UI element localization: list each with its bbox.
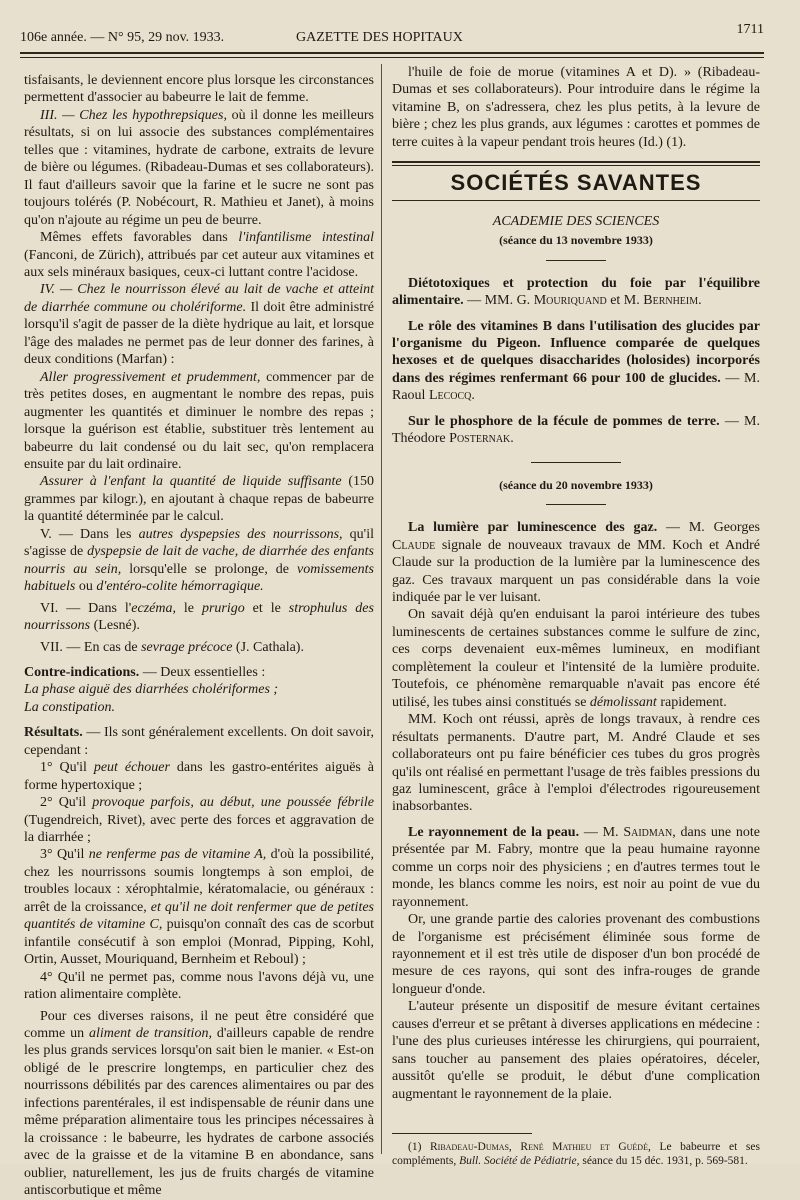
author: Claude	[392, 537, 436, 553]
emphasis: La constipation.	[24, 699, 116, 715]
text: Il doit être administré lorsqu'il s'agit de passer de la diète hydrique au lait, et lorsque l'âge des malades ne permet pas de leur donner des farines, à deux conditions (Marfan) :	[24, 299, 374, 368]
emphasis: vomissements habituels	[24, 561, 374, 595]
contre-indication-1	[24, 681, 374, 698]
short-rule	[546, 260, 606, 261]
seance-date-2: (séance du 20 novembre 1933)	[499, 477, 653, 492]
result-4: 4° Qu'il ne permet pas, comme nous l'avons déjà vu, une ration alimentaire complète.	[24, 969, 374, 1003]
communication-dietotoxiques	[392, 275, 760, 310]
text: séance du 15 déc. 1931, p. 569-581.	[579, 1155, 748, 1168]
text: 1° Qu'il	[40, 760, 94, 776]
running-header	[20, 22, 764, 52]
emphasis: prurigo	[201, 600, 245, 616]
column-divider	[381, 64, 382, 1154]
text: VI. — Dans l'	[40, 600, 132, 616]
text: puisqu'on connaît des cas de scorbut infantile consécutif à son emploi (Monrad, Pipping, Kohl, Ortin, Ausset, Mouriquand, Bernheim et Reboul) ;	[24, 917, 374, 968]
communication-title: Sur le phosphore de la fécule de pommes de terre.	[408, 413, 720, 429]
header-rule-thin	[20, 57, 764, 58]
emphasis: Bull. Société de Pédiatrie,	[459, 1155, 580, 1168]
emphasis: dyspepsie de lait de vache, de diarrhée des enfants nourris au sein,	[24, 544, 374, 577]
text: — MM. G.	[463, 293, 534, 309]
emphasis: peut échouer	[93, 760, 170, 776]
emphasis: sevrage précoce	[141, 639, 233, 655]
text: Mêmes effets favorables dans	[40, 230, 239, 246]
text: — M.	[579, 824, 624, 840]
separator-rule	[531, 462, 621, 463]
paragraph-continuation-right: l'huile de foie de morue (vitamines A et D). » (Ribadeau-Dumas et ses collaborateurs). Pour introduire dans le régime la vitamine B, on s'adressera, chez les plus petits, à la levure de bière ; chez les plus grands, aux légumes : carottes et pommes de terre cuites à la vapeur pendant trois heures (Id.) (1).	[392, 65, 760, 150]
communication-title: Diétotoxiques et protection du foie par l'équilibre alimentaire.	[392, 275, 760, 309]
page-number: 1711	[736, 22, 764, 37]
text: et M.	[606, 293, 644, 309]
text: d'ailleurs capable de rendre les plus grands services lorsqu'on sait bien le manier. « Est-on obligé de le prescrire longtemps, en particulier chez des nourrissons débilités par des carences alimentaires ou par des infections parentérales, il est indispensable de réunir dans une même préparation alimentaire tous les principes nécessaires à la croissance : le babeurre, les hydrates de carbone associés avec de la graisse et de la vitamine B en abondance, sans oublier, naturellement, les jus de fruits chargés de vitamine antiscorbutique et même	[24, 1026, 374, 1199]
text: rapidement.	[656, 694, 727, 710]
communication-luminescence	[392, 519, 760, 606]
communication-title: Le rôle des vitamines B dans l'utilisation des glucides par l'organisme du Pigeon. Influence comparée de quelques hexoses et de quelques disaccharides (holosides) incorporés dans des régimes renfermant 66 pour 100 de glucides.	[392, 318, 760, 386]
paragraph-tubes	[392, 606, 760, 711]
paragraph-conclusion	[24, 1008, 374, 1200]
emphasis: démolissant	[589, 694, 657, 710]
text: le	[175, 600, 202, 616]
text: commencer par de très petites doses, en augmentant le nombre des repas, puis augmenter les quantités et diminuer le nombre des repas ; lorsque la guérison est établie, substituer très lentement au babeurre du lait condensé ou du lait sec, qu'on remplacera ensuite par du lait ordinaire.	[24, 369, 374, 472]
paragraph-lait-de-vache	[24, 281, 374, 368]
paragraph-infantilisme	[24, 229, 374, 281]
left-column	[24, 72, 374, 1200]
text: (Tugendreich, Rivet), avec perte des forces et aggravation de la diarrhée ;	[24, 812, 374, 846]
text: dans une note présentée par M. Fabry, montre que la peau humaine rayonne comme un corps noir des physiciens ; en d'autres termes tout le monde, les blancs comme les noirs, est noir au point de vue du rayonnement.	[392, 824, 760, 910]
academy-heading: ACADEMIE DES SCIENCES	[492, 213, 660, 229]
footnote	[392, 1140, 760, 1168]
footnote-rule	[392, 1133, 532, 1134]
text: — M. Georges	[657, 520, 761, 536]
result-3	[24, 846, 374, 968]
text: — Deux essentielles :	[139, 664, 266, 680]
text: qu'il s'agisse de	[24, 526, 374, 560]
paragraph-sevrage	[24, 639, 374, 656]
heading-contre-indications: Contre-indications.	[24, 664, 140, 680]
emphasis: strophulus des nourrissons	[24, 600, 374, 634]
emphasis: ne renferme pas de vitamine A,	[88, 847, 267, 863]
text: On savait déjà qu'en enduisant la paroi intérieure des tubes luminescents de certaines substances comme le sulfure de zinc, ces corps devenaient eux-mêmes lumineux, en modifiant complètement la couleur et l'intensité de la lumière produite. Toutefois, ce phénomène remarquable n'avait pas encore été utilisé, les tubes ainsi constitués se	[392, 607, 760, 710]
emphasis: provoque parfois, au début, une poussée fébrile	[92, 795, 374, 811]
text: — M. Théodore	[392, 413, 760, 447]
text: dans les gastro-entérites aiguës à forme hypertoxique ;	[24, 760, 374, 793]
text: — Ils sont généralement excellents. On doit savoir, cependant :	[24, 725, 374, 758]
paragraph-koch: MM. Koch ont réussi, après de longs travaux, à rendre ces résultats permanents. D'autre part, M. André Claude et ses collaborateurs ont pu faire bénéficier ces tubes du gros progrès qu'ils ont réalisé en permettant l'usage de très faibles pressions du gaz luminescent, grâce à l'emploi d'électrodes rigoureusement inabsorbantes.	[392, 712, 760, 815]
journal-title: GAZETTE DES HOPITAUX	[296, 30, 463, 45]
author: Posternak.	[449, 431, 514, 447]
text: 3° Qu'il	[40, 847, 89, 863]
text: où il donne les meilleurs résultats, si on lui associe des substances complémentaires telles que : vitamines, hydrate de carbone, extraits de levure de bière ou légumes. (Ribadeau-Dumas et ses collaborateurs). Il faut d'ailleurs savoir que la farine et le sucre ne sont pas toujours tolérés (P. Nobécourt, R. Mathieu et Janet), à moins qu'on n'ajoute au régime un peu de beurre.	[24, 107, 374, 228]
communication-phosphore	[392, 413, 760, 448]
heading-resultats: Résultats.	[24, 725, 83, 741]
paragraph-contre-indications	[24, 664, 374, 681]
section-rule-top-thin	[392, 165, 760, 166]
text: V. — Dans les	[40, 526, 139, 542]
paragraph-calories: Or, une grande partie des calories provenant des combustions de l'organisme est précisément éliminée sous forme de rayonnement et il est très utile de disposer d'un bon procédé de mesure de ces rayons, qui sont des infra-rouges de grande longueur d'onde.	[392, 912, 760, 997]
emphasis: et qu'il ne doit renfermer que de petites quantités de vitamine C,	[24, 899, 374, 933]
text: et le	[244, 600, 289, 616]
text: (J. Cathala).	[232, 639, 304, 655]
author: Lecocq.	[428, 388, 475, 404]
emphasis: eczéma,	[131, 600, 176, 616]
result-2	[24, 794, 374, 846]
text: (Fanconi, de Zürich), attribués par cet auteur aux vitamines et aux sels minéraux basiques, ceux-ci luttant contre l'acidose.	[24, 247, 374, 280]
short-rule	[546, 504, 606, 505]
heading-iii: III. — Chez les hypothrepsiques,	[40, 107, 227, 123]
paragraph-dispositif: L'auteur présente un dispositif de mesure évitant certaines causes d'erreur et se prêtant à diverses applications en médecine : l'une des plus curieuses intéresse les chirurgiens, qui pourraient, sans toucher au pansement des plaies opératoires, déceler, aussitôt qu'elle se produit, le début d'une complication augmentant le rayonnement de la plaie.	[392, 999, 760, 1102]
paragraph-resultats	[24, 724, 374, 759]
text: (150 grammes par kilogr.), en ajoutant à chaque repas de babeurre la quantité déterminée par le calcul.	[24, 474, 374, 525]
communication-title: La lumière par luminescence des gaz.	[408, 520, 658, 536]
author: Saidman,	[623, 824, 676, 840]
emphasis: l'infantilisme intestinal	[238, 230, 374, 246]
paragraph-eczema	[24, 600, 374, 635]
text: Le babeurre et ses compléments,	[392, 1141, 760, 1168]
text: d'où la possibilité, chez les nourrissons soumis longtemps à son emploi, de troubles locaux : xérophtalmie, kératomalacie, ou généraux : arrêt de la croissance,	[24, 847, 375, 915]
issue-info: 106e année. — N° 95, 29 nov. 1933.	[20, 30, 225, 45]
paragraph-dyspepsies	[24, 526, 374, 596]
emphasis: d'entéro-colite hémorragique.	[96, 579, 264, 595]
emphasis: aliment de transition,	[89, 1026, 212, 1042]
section-rule-top	[392, 161, 760, 163]
author: Mouriquand	[533, 293, 607, 309]
emphasis: La phase aiguë des diarrhées cholériformes ;	[24, 682, 279, 698]
text: Pour ces diverses raisons, il ne peut être considéré que comme un	[24, 1008, 374, 1042]
text: ou	[75, 579, 97, 595]
section-rule-bottom	[392, 200, 760, 201]
paragraph-continuation: tisfaisants, le deviennent encore plus lorsque les circonstances permettent d'associer au babeurre le lait de femme.	[24, 73, 374, 106]
text: — M. Raoul	[392, 370, 760, 404]
text: (Lesné).	[90, 618, 140, 634]
text: lorsqu'elle se prolonge, de	[121, 561, 297, 577]
header-rule	[20, 52, 764, 54]
seance-date-1: (séance du 13 novembre 1933)	[499, 233, 653, 248]
paragraph-progressivement	[24, 369, 374, 474]
emphasis: Assurer à l'enfant la quantité de liquide suffisante	[40, 474, 342, 490]
result-1	[24, 759, 374, 794]
contre-indication-2	[24, 699, 374, 716]
text: VII. — En cas de	[40, 639, 142, 655]
paragraph-hypothrepsiques	[24, 107, 374, 229]
communication-rayonnement	[392, 824, 760, 911]
footnote-authors: Ribadeau-Dumas, René Mathieu et Guédé,	[430, 1141, 651, 1154]
right-column	[392, 64, 760, 1168]
emphasis: Aller progressivement et prudemment,	[40, 369, 261, 385]
communication-title: Le rayonnement de la peau.	[408, 824, 580, 840]
section-title: SOCIÉTÉS SAVANTES	[450, 170, 702, 196]
text: 2° Qu'il	[40, 795, 93, 811]
text: (1)	[408, 1141, 431, 1154]
communication-vitamines-b	[392, 318, 760, 405]
text: signale de nouveaux travaux de MM. Koch et André Claude sur la production de la lumière par la luminescence des gaz. Ces travaux marquent un pas considérable dans la voie indiquée par le ver luisant.	[392, 537, 760, 605]
author: Bernheim.	[643, 293, 702, 309]
paragraph-liquide	[24, 473, 374, 525]
emphasis: autres dyspepsies des nourrissons,	[138, 526, 343, 542]
heading-iv: IV. — Chez le nourrisson élevé au lait de vache et atteint de diarrhée commune ou cholériforme.	[24, 282, 374, 315]
